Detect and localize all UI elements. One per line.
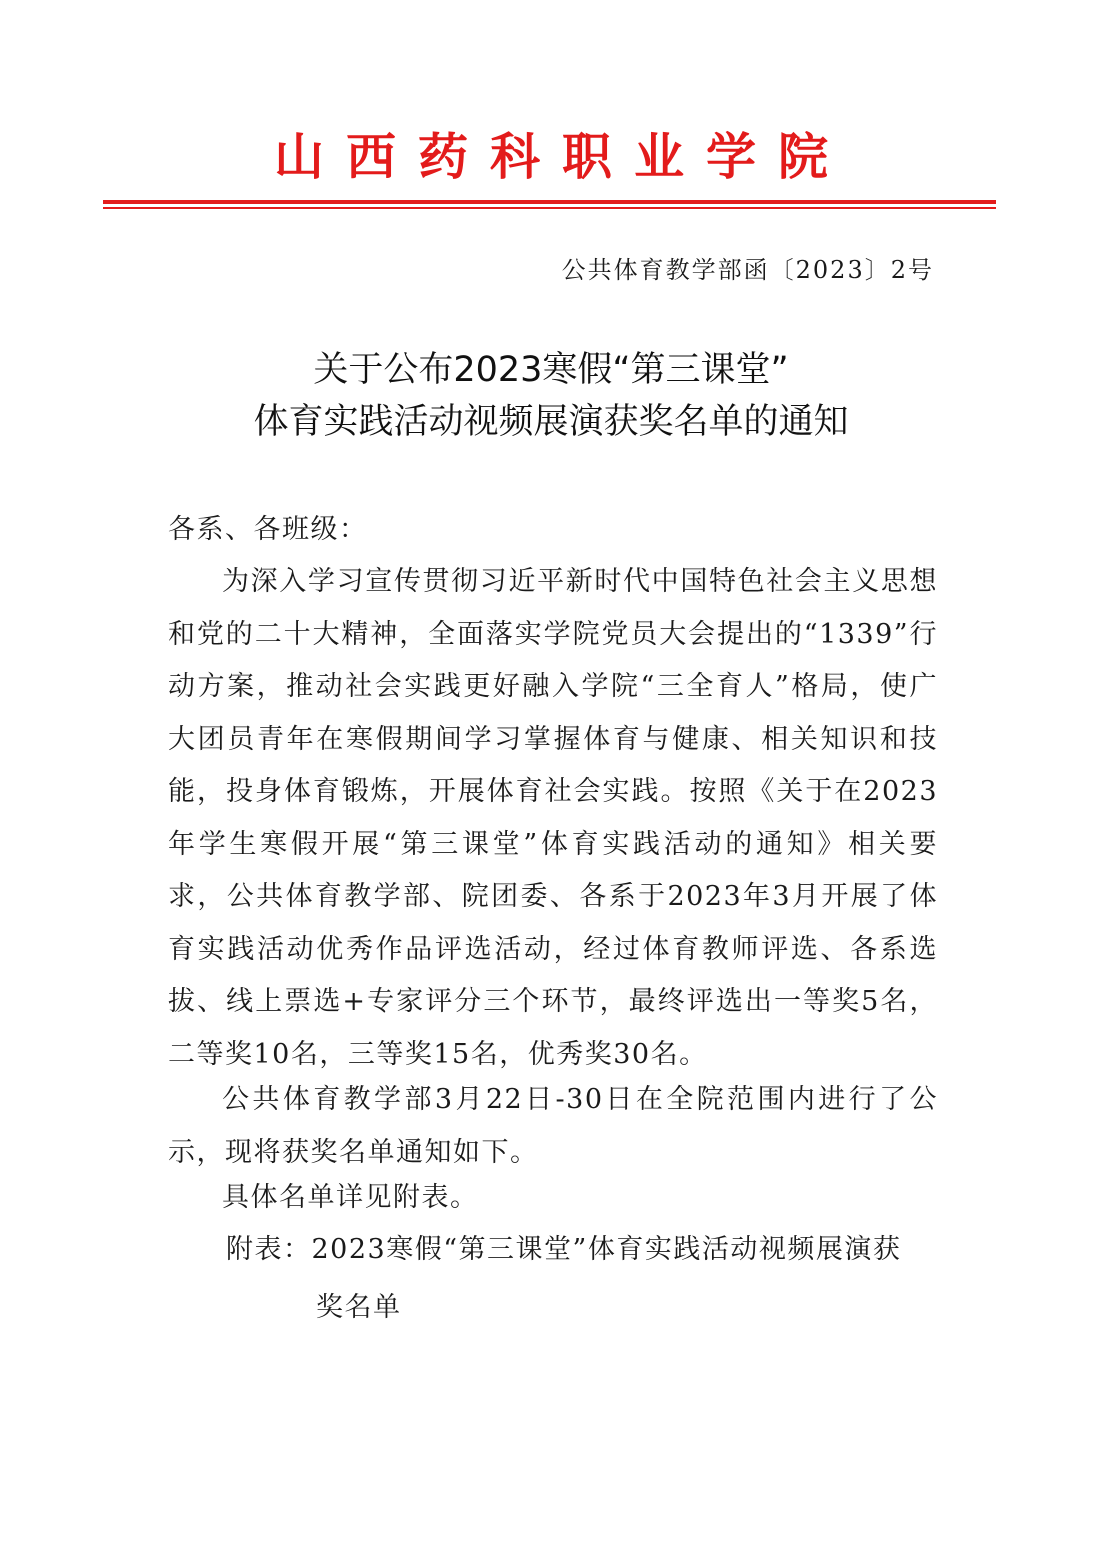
salutation: 各系、各班级： bbox=[168, 514, 368, 545]
body-paragraph-1: 为深入学习宣传贯彻习近平新时代中国特色社会主义思想和党的二十大精神，全面落实学院党员大会提出的“1339”行动方案，推动社会实践更好融入学院“三全育人”格局，使广大团员青年在寒假期间学习掌握体育与健康、相关知识和技能，投身体育锻炼，开展体育社会实践。按照《关于在2023年学生寒假开展“第三课堂”体育实践活动的通知》相关要求，公共体育教学部、院团委、各系于2023年3月开展了体育实践活动优秀作品评选活动，经过体育教师评选、各系选拔、线上票选+专家评分三个环节，最终评选出一等奖5名，二等奖10名，三等奖15名，优秀奖30名。 bbox=[168, 566, 938, 1070]
body-paragraph-3: 具体名单详见附表。 bbox=[222, 1182, 479, 1213]
letterhead-rule-thin bbox=[103, 207, 996, 209]
body-paragraph-2: 公共体育教学部3月22日-30日在全院范围内进行了公示，现将获奖名单通知如下。 bbox=[168, 1084, 938, 1168]
letterhead-rule-thick bbox=[103, 200, 996, 204]
document-number: 公共体育教学部函〔2023〕2号 bbox=[561, 256, 934, 284]
attachment-line-1: 附表：2023寒假“第三课堂”体育实践活动视频展演获 bbox=[226, 1234, 902, 1265]
letterhead-title: 山西药科职业学院 bbox=[274, 127, 850, 186]
document-title-line-2: 体育实践活动视频展演获奖名单的通知 bbox=[253, 402, 849, 442]
attachment-line-2: 奖名单 bbox=[316, 1292, 402, 1323]
document-title-line-1: 关于公布2023寒假“第三课堂” bbox=[313, 350, 789, 390]
